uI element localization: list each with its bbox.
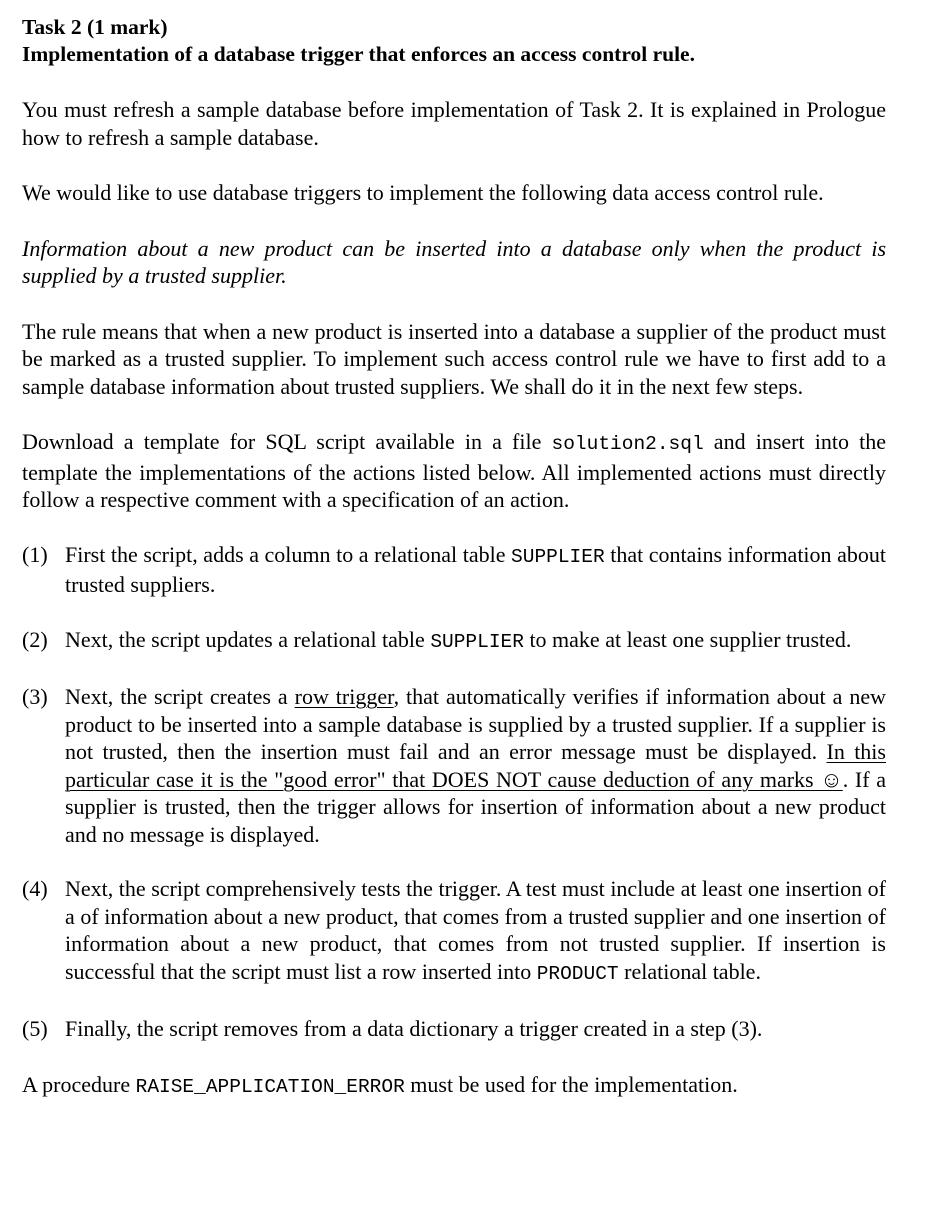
use-triggers-paragraph: We would like to use database triggers to implement the following data access control rule. [22,180,824,205]
step-number: (5) [22,1016,48,1041]
step-text: to make at least one supplier trusted. [523,626,852,652]
download-text-before: Download a template for SQL script available in a file [22,429,552,454]
task-title: Task 2 (1 mark) [22,15,168,39]
document-page [22,14,886,1101]
table-name-code: PRODUCT [536,962,619,985]
task-subtitle: Implementation of a database trigger that enforces an access control rule. [22,42,695,66]
step-4 [22,875,886,988]
rule-meaning-paragraph: The rule means that when a new product is inserted into a database a supplier of the product must be marked as a trusted supplier. To implement such access control rule we have to first add to a sample database information about trusted suppliers. We shall do it in the next few steps. [22,318,886,399]
download-text-after: and insert into the template the implementations of the actions listed below. All implemented actions must directly follow a respective comment with a specification of an action. [22,429,886,512]
step-number: (3) [22,684,48,709]
step-text: that contains information about trusted suppliers. [65,541,886,597]
step-number: (2) [22,626,48,652]
footer-text-before: A procedure [22,1071,136,1097]
step-1 [22,541,886,599]
step-5 [22,1015,886,1043]
download-paragraph [22,428,886,514]
step-3 [22,683,886,848]
template-file-name: solution2.sql [551,433,704,455]
access-rule-statement: Information about a new product can be inserted into a database only when the product is supplied by a trusted supplier. [22,235,886,288]
footer-text-after: must be used for the implementation. [404,1071,738,1097]
footer-paragraph [22,1071,886,1102]
step-text: Next, the script comprehensively tests the trigger. A test must include at least one insertion of a of information about a new product, that comes from a trusted supplier and one insertion of information about a new product, that comes from not trusted supplier. If insertion is successful that the script must list a row inserted into [65,876,886,984]
table-name-code: SUPPLIER [511,545,605,568]
refresh-paragraph: You must refresh a sample database before implementation of Task 2. It is explained in Prologue how to refresh a sample database. [22,97,886,150]
table-name-code: SUPPLIER [430,630,524,653]
step-text: , that automatically verifies if information about a new product to be inserted into a sample database is supplied by a trusted supplier. If a supplier is not trusted, then the insertion must fail and an error message must be displayed. [65,684,886,764]
row-trigger-term: row trigger [294,684,394,709]
step-number: (1) [22,541,48,567]
step-2 [22,626,886,657]
step-text: Next, the script creates a [65,684,295,709]
step-number: (4) [22,876,48,901]
step-text: relational table. [618,958,761,984]
step-text: Finally, the script removes from a data dictionary a trigger created in a step (3). [65,1016,763,1041]
good-error-note: In this particular case it is the "good error" that DOES NOT cause deduction of any marks ☺ [65,739,886,792]
procedure-name-code: RAISE_APPLICATION_ERROR [135,1075,405,1098]
step-text: First the script, adds a column to a relational table [65,541,512,567]
step-text: . If a supplier is trusted, then the trigger allows for insertion of information about a new product and no message is displayed. [65,766,886,847]
step-text: Next, the script updates a relational table [65,626,431,652]
